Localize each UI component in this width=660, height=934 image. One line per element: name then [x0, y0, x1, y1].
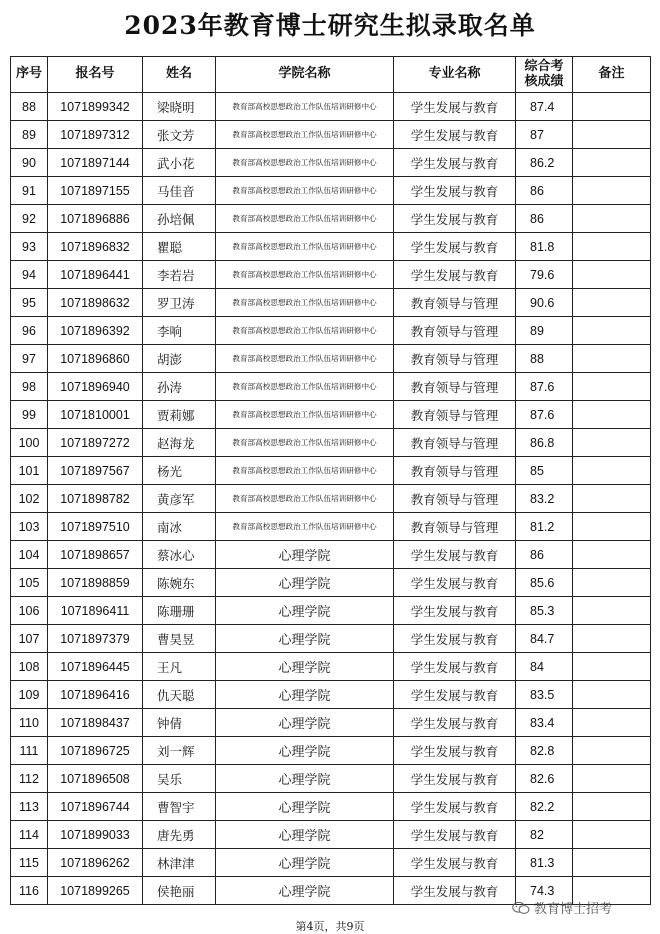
cell-name: 李若岩 [143, 261, 216, 289]
cell-score: 90.6 [516, 289, 573, 317]
cell-note [573, 205, 651, 233]
cell-score: 86 [516, 541, 573, 569]
cell-note [573, 233, 651, 261]
cell-note [573, 821, 651, 849]
header-note: 备注 [573, 57, 651, 93]
cell-id: 1071896744 [48, 793, 143, 821]
watermark-text: 教育博士招考 [534, 902, 613, 917]
cell-major: 学生发展与教育 [394, 877, 516, 905]
cell-note [573, 513, 651, 541]
cell-note [573, 793, 651, 821]
table-row [11, 681, 651, 709]
cell-score: 87 [516, 121, 573, 149]
cell-id: 1071898632 [48, 289, 143, 317]
cell-id: 1071898859 [48, 569, 143, 597]
cell-college: 教育部高校思想政治工作队伍培训研修中心 [216, 233, 394, 261]
cell-name: 张文芳 [143, 121, 216, 149]
cell-college: 心理学院 [216, 877, 394, 905]
cell-id: 1071896832 [48, 233, 143, 261]
watermark [512, 898, 612, 917]
cell-id: 1071810001 [48, 401, 143, 429]
cell-no: 95 [11, 289, 48, 317]
table-row [11, 737, 651, 765]
cell-note [573, 177, 651, 205]
cell-id: 1071896262 [48, 849, 143, 877]
cell-name: 孙涛 [143, 373, 216, 401]
cell-id: 1071897312 [48, 121, 143, 149]
cell-id: 1071897567 [48, 457, 143, 485]
cell-college: 心理学院 [216, 821, 394, 849]
wechat-icon [512, 901, 530, 915]
cell-score: 86 [516, 177, 573, 205]
cell-no: 113 [11, 793, 48, 821]
cell-note [573, 261, 651, 289]
cell-no: 109 [11, 681, 48, 709]
cell-college: 心理学院 [216, 653, 394, 681]
cell-major: 学生发展与教育 [394, 121, 516, 149]
cell-no: 104 [11, 541, 48, 569]
cell-college: 教育部高校思想政治工作队伍培训研修中心 [216, 177, 394, 205]
cell-name: 曹智宇 [143, 793, 216, 821]
cell-college: 心理学院 [216, 625, 394, 653]
cell-id: 1071897272 [48, 429, 143, 457]
header-id: 报名号 [48, 57, 143, 93]
cell-name: 赵海龙 [143, 429, 216, 457]
cell-major: 教育领导与管理 [394, 345, 516, 373]
cell-score: 82.2 [516, 793, 573, 821]
cell-college: 教育部高校思想政治工作队伍培训研修中心 [216, 513, 394, 541]
cell-no: 100 [11, 429, 48, 457]
table-row [11, 541, 651, 569]
cell-college: 心理学院 [216, 849, 394, 877]
table-row [11, 793, 651, 821]
table-row [11, 485, 651, 513]
cell-no: 90 [11, 149, 48, 177]
cell-score: 74.3 [516, 877, 573, 905]
cell-college: 教育部高校思想政治工作队伍培训研修中心 [216, 485, 394, 513]
table-row [11, 93, 651, 121]
cell-college: 心理学院 [216, 765, 394, 793]
table-row [11, 653, 651, 681]
cell-major: 学生发展与教育 [394, 625, 516, 653]
table-row [11, 709, 651, 737]
cell-score: 79.6 [516, 261, 573, 289]
cell-college: 教育部高校思想政治工作队伍培训研修中心 [216, 149, 394, 177]
cell-name: 杨光 [143, 457, 216, 485]
cell-note [573, 597, 651, 625]
cell-name: 胡澎 [143, 345, 216, 373]
cell-no: 116 [11, 877, 48, 905]
cell-name: 孙培佩 [143, 205, 216, 233]
header-score-line2: 核成绩 [524, 73, 564, 89]
cell-name: 刘一辉 [143, 737, 216, 765]
cell-name: 曹昊昱 [143, 625, 216, 653]
cell-college: 教育部高校思想政治工作队伍培训研修中心 [216, 429, 394, 457]
cell-major: 教育领导与管理 [394, 429, 516, 457]
cell-major: 学生发展与教育 [394, 205, 516, 233]
cell-major: 学生发展与教育 [394, 597, 516, 625]
cell-note [573, 93, 651, 121]
cell-no: 93 [11, 233, 48, 261]
cell-college: 教育部高校思想政治工作队伍培训研修中心 [216, 93, 394, 121]
cell-major: 学生发展与教育 [394, 681, 516, 709]
cell-id: 1071896416 [48, 681, 143, 709]
cell-name: 陈珊珊 [143, 597, 216, 625]
table-row [11, 429, 651, 457]
cell-name: 李响 [143, 317, 216, 345]
cell-note [573, 849, 651, 877]
cell-major: 学生发展与教育 [394, 653, 516, 681]
cell-name: 吴乐 [143, 765, 216, 793]
cell-id: 1071897510 [48, 513, 143, 541]
cell-no: 94 [11, 261, 48, 289]
cell-major: 教育领导与管理 [394, 373, 516, 401]
cell-id: 1071898782 [48, 485, 143, 513]
cell-college: 心理学院 [216, 709, 394, 737]
cell-note [573, 149, 651, 177]
header-score [516, 57, 573, 93]
cell-name: 林津津 [143, 849, 216, 877]
table-row [11, 149, 651, 177]
header-score-line1: 综合考 [524, 58, 564, 74]
cell-major: 学生发展与教育 [394, 849, 516, 877]
cell-name: 武小花 [143, 149, 216, 177]
cell-score: 84.7 [516, 625, 573, 653]
cell-major: 学生发展与教育 [394, 737, 516, 765]
table-body [11, 93, 651, 905]
cell-score: 87.6 [516, 373, 573, 401]
cell-no: 89 [11, 121, 48, 149]
cell-note [573, 373, 651, 401]
page-footer: 第4页，共9页 [295, 920, 365, 933]
cell-id: 1071899342 [48, 93, 143, 121]
cell-id: 1071896886 [48, 205, 143, 233]
cell-id: 1071897379 [48, 625, 143, 653]
cell-note [573, 457, 651, 485]
cell-id: 1071898437 [48, 709, 143, 737]
cell-name: 贾莉娜 [143, 401, 216, 429]
cell-name: 南冰 [143, 513, 216, 541]
cell-major: 教育领导与管理 [394, 317, 516, 345]
table-row [11, 373, 651, 401]
cell-major: 学生发展与教育 [394, 233, 516, 261]
cell-name: 梁晓明 [143, 93, 216, 121]
cell-college: 教育部高校思想政治工作队伍培训研修中心 [216, 457, 394, 485]
header-no: 序号 [11, 57, 48, 93]
cell-id: 1071897144 [48, 149, 143, 177]
cell-college: 心理学院 [216, 737, 394, 765]
cell-id: 1071896411 [48, 597, 143, 625]
cell-note [573, 625, 651, 653]
cell-score: 83.5 [516, 681, 573, 709]
cell-major: 学生发展与教育 [394, 709, 516, 737]
cell-major: 学生发展与教育 [394, 149, 516, 177]
cell-major: 教育领导与管理 [394, 513, 516, 541]
table-row [11, 177, 651, 205]
cell-id: 1071896392 [48, 317, 143, 345]
cell-score: 86.2 [516, 149, 573, 177]
cell-no: 88 [11, 93, 48, 121]
cell-no: 115 [11, 849, 48, 877]
cell-score: 89 [516, 317, 573, 345]
cell-score: 85.6 [516, 569, 573, 597]
cell-no: 98 [11, 373, 48, 401]
cell-college: 教育部高校思想政治工作队伍培训研修中心 [216, 401, 394, 429]
cell-college: 教育部高校思想政治工作队伍培训研修中心 [216, 121, 394, 149]
cell-note [573, 345, 651, 373]
header-row [11, 57, 651, 93]
cell-name: 王凡 [143, 653, 216, 681]
cell-name: 黄彦军 [143, 485, 216, 513]
cell-name: 瞿聪 [143, 233, 216, 261]
cell-score: 86.8 [516, 429, 573, 457]
cell-id: 1071896860 [48, 345, 143, 373]
cell-major: 学生发展与教育 [394, 765, 516, 793]
table-row [11, 457, 651, 485]
table-row [11, 849, 651, 877]
cell-id: 1071898657 [48, 541, 143, 569]
cell-score: 81.3 [516, 849, 573, 877]
header-name: 姓名 [143, 57, 216, 93]
cell-id: 1071899033 [48, 821, 143, 849]
cell-no: 108 [11, 653, 48, 681]
cell-note [573, 737, 651, 765]
cell-score: 82 [516, 821, 573, 849]
cell-major: 学生发展与教育 [394, 541, 516, 569]
table-row [11, 261, 651, 289]
cell-note [573, 121, 651, 149]
cell-major: 学生发展与教育 [394, 793, 516, 821]
table-row [11, 597, 651, 625]
cell-score: 83.2 [516, 485, 573, 513]
cell-score: 81.8 [516, 233, 573, 261]
cell-no: 99 [11, 401, 48, 429]
header-college: 学院名称 [216, 57, 394, 93]
table-row [11, 289, 651, 317]
cell-college: 心理学院 [216, 597, 394, 625]
cell-college: 教育部高校思想政治工作队伍培训研修中心 [216, 345, 394, 373]
cell-name: 罗卫涛 [143, 289, 216, 317]
page-title: 2023年教育博士研究生拟录取名单 [124, 11, 536, 40]
cell-score: 85 [516, 457, 573, 485]
cell-no: 106 [11, 597, 48, 625]
cell-name: 钟倩 [143, 709, 216, 737]
cell-college: 教育部高校思想政治工作队伍培训研修中心 [216, 373, 394, 401]
cell-major: 学生发展与教育 [394, 261, 516, 289]
cell-id: 1071899265 [48, 877, 143, 905]
cell-major: 学生发展与教育 [394, 569, 516, 597]
cell-id: 1071896725 [48, 737, 143, 765]
cell-score: 82.8 [516, 737, 573, 765]
table-row [11, 765, 651, 793]
cell-note [573, 569, 651, 597]
cell-major: 学生发展与教育 [394, 93, 516, 121]
cell-no: 92 [11, 205, 48, 233]
table-row [11, 317, 651, 345]
cell-major: 学生发展与教育 [394, 821, 516, 849]
table-row [11, 205, 651, 233]
cell-college: 教育部高校思想政治工作队伍培训研修中心 [216, 205, 394, 233]
cell-id: 1071896445 [48, 653, 143, 681]
cell-score: 87.6 [516, 401, 573, 429]
cell-no: 110 [11, 709, 48, 737]
cell-note [573, 709, 651, 737]
table-row [11, 233, 651, 261]
cell-major: 教育领导与管理 [394, 485, 516, 513]
cell-score: 88 [516, 345, 573, 373]
admission-table [10, 56, 651, 905]
cell-college: 教育部高校思想政治工作队伍培训研修中心 [216, 317, 394, 345]
cell-no: 101 [11, 457, 48, 485]
cell-id: 1071896940 [48, 373, 143, 401]
cell-college: 心理学院 [216, 681, 394, 709]
cell-major: 教育领导与管理 [394, 401, 516, 429]
cell-note [573, 681, 651, 709]
cell-name: 仇天聪 [143, 681, 216, 709]
cell-no: 102 [11, 485, 48, 513]
table-row [11, 345, 651, 373]
cell-score: 85.3 [516, 597, 573, 625]
cell-no: 114 [11, 821, 48, 849]
cell-score: 81.2 [516, 513, 573, 541]
cell-no: 112 [11, 765, 48, 793]
cell-name: 侯艳丽 [143, 877, 216, 905]
cell-score: 83.4 [516, 709, 573, 737]
cell-note [573, 289, 651, 317]
cell-id: 1071896508 [48, 765, 143, 793]
cell-no: 91 [11, 177, 48, 205]
cell-name: 唐先勇 [143, 821, 216, 849]
cell-name: 陈婉东 [143, 569, 216, 597]
cell-major: 教育领导与管理 [394, 457, 516, 485]
cell-note [573, 653, 651, 681]
cell-score: 84 [516, 653, 573, 681]
cell-college: 心理学院 [216, 793, 394, 821]
cell-note [573, 541, 651, 569]
table-row [11, 121, 651, 149]
cell-no: 97 [11, 345, 48, 373]
cell-major: 教育领导与管理 [394, 289, 516, 317]
cell-note [573, 401, 651, 429]
cell-note [573, 317, 651, 345]
cell-no: 111 [11, 737, 48, 765]
cell-college: 教育部高校思想政治工作队伍培训研修中心 [216, 289, 394, 317]
cell-no: 105 [11, 569, 48, 597]
cell-major: 学生发展与教育 [394, 177, 516, 205]
table-row [11, 625, 651, 653]
cell-note [573, 765, 651, 793]
table-row [11, 821, 651, 849]
cell-name: 马佳音 [143, 177, 216, 205]
cell-score: 86 [516, 205, 573, 233]
cell-college: 教育部高校思想政治工作队伍培训研修中心 [216, 261, 394, 289]
cell-id: 1071896441 [48, 261, 143, 289]
table-row [11, 401, 651, 429]
table-row [11, 569, 651, 597]
cell-note [573, 485, 651, 513]
cell-note [573, 429, 651, 457]
cell-no: 96 [11, 317, 48, 345]
cell-no: 107 [11, 625, 48, 653]
cell-college: 心理学院 [216, 541, 394, 569]
cell-no: 103 [11, 513, 48, 541]
cell-name: 蔡冰心 [143, 541, 216, 569]
header-major: 专业名称 [394, 57, 516, 93]
cell-score: 82.6 [516, 765, 573, 793]
cell-id: 1071897155 [48, 177, 143, 205]
cell-score: 87.4 [516, 93, 573, 121]
cell-college: 心理学院 [216, 569, 394, 597]
table-row [11, 513, 651, 541]
